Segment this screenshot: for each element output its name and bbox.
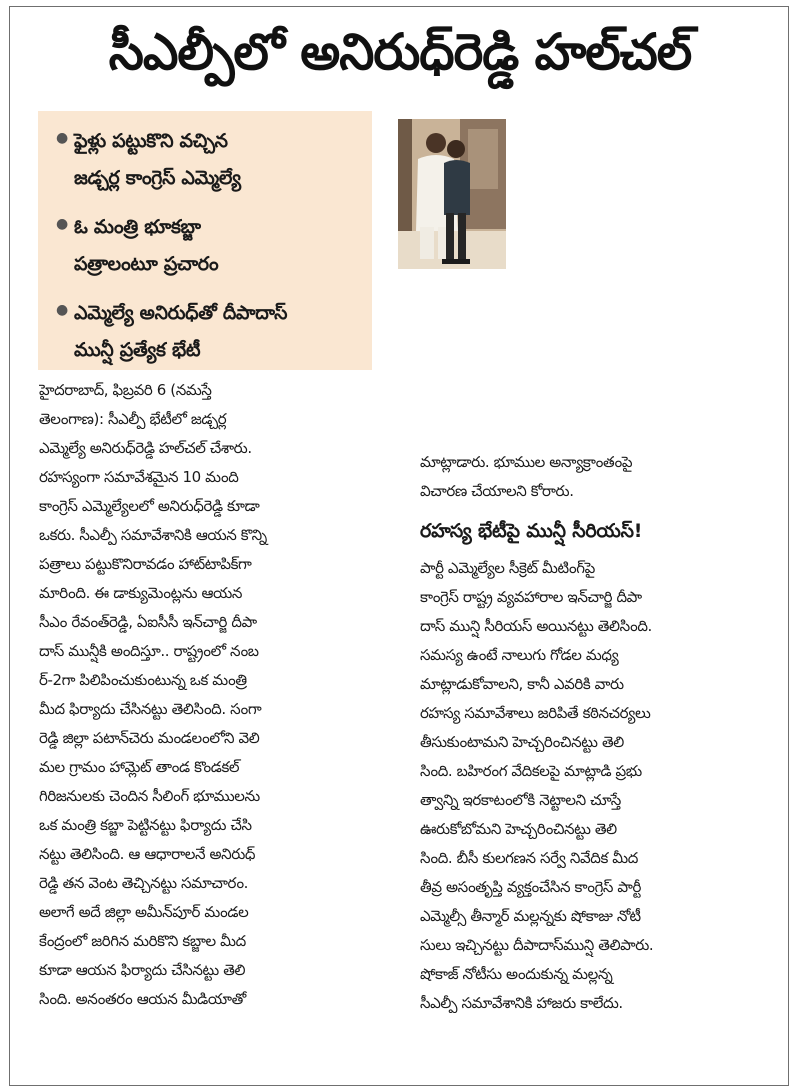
body-line: కేంద్రంలో జరిగిన మరికొని కబ్జాల మీద — [39, 932, 246, 950]
body-line: రహస్య సమావేశాలు జరిపితే కఠినచర్యలు — [420, 704, 651, 722]
body-line: కాంగ్రెస్‌ ఎమ్మెల్యేలలో అనిరుధ్‌రెడ్డి కూడా — [39, 497, 260, 515]
body-line: షోకాజ్‌ నోటీసు అందుకున్న మల్లన్న — [420, 965, 613, 983]
body-line: అలాగే అదే జిల్లా అమీన్‌పూర్‌ మండల — [39, 903, 249, 921]
body-line: ఎమ్మెల్యే అనిరుధ్‌రెడ్డి హల్‌చల్‌ చేశారు. — [39, 439, 252, 457]
body-line: మాట్లాడారు. భూముల అన్యాక్రాంతంపై — [420, 453, 633, 471]
body-line: ఊరుకోబోమని హెచ్చరించినట్టు తెలి — [420, 820, 617, 838]
highlight-item — [56, 123, 366, 197]
body-line: సీఎల్పీ సమావేశానికి హాజరు కాలేదు. — [420, 994, 623, 1012]
body-line: సీఎం రేవంత్‌రెడ్డి, ఏఐసీసీ ఇన్‌చార్జి దీపా — [39, 613, 257, 631]
body-line: తీసుకుంటామని హెచ్చరించినట్టు తెలి — [420, 733, 624, 751]
news-photo — [398, 119, 506, 269]
body-line: విచారణ చేయాలని కోరారు. — [420, 482, 574, 500]
highlight-line: ఫైళ్లు పట్టుకొని వచ్చిన — [74, 130, 228, 152]
body-line: ఒక మంత్రి కబ్జా పెట్టినట్టు ఫిర్యాదు చేసి — [39, 816, 252, 834]
body-line: మల గ్రామం హామ్లెట్‌ తాండ కొండకల్‌ — [39, 758, 240, 776]
bullet-icon: ● — [56, 216, 69, 232]
highlights-box — [38, 111, 372, 370]
subheading: రహస్య భేటీపై మున్షీ సీరియస్‌! — [420, 520, 643, 542]
body-line: సమస్య ఉంటే నాలుగు గోడల మధ్య — [420, 646, 619, 664]
body-line: సింది. అనంతరం ఆయన మీడియాతో — [39, 990, 246, 1008]
bullet-icon: ● — [56, 302, 69, 318]
body-line: పత్రాలు పట్టుకొనిరావడం హాట్‌టాపిక్‌గా — [39, 555, 252, 573]
highlight-line: ఎమ్మెల్యే అనిరుధ్‌తో దీపాదాస్‌ — [74, 302, 288, 324]
highlight-item — [56, 295, 366, 369]
body-line: రెడ్డి జిల్లా పటాన్‌చెరు మండలంలోని వెలి — [39, 729, 260, 747]
body-line: మారింది. ఈ డాక్యుమెంట్లను ఆయన — [39, 584, 243, 602]
body-line: కాంగ్రెస్‌ రాష్ట్ర వ్యవహారాల ఇన్‌చార్జి దీపా — [420, 588, 642, 606]
highlight-line: జడ్చర్ల కాంగ్రెస్‌ ఎమ్మెల్యే — [74, 167, 241, 189]
body-line: రహస్యంగా సమావేశమైన 10 మంది — [39, 468, 239, 486]
bullet-icon: ● — [56, 130, 69, 146]
headline: సీఎల్పీలో అనిరుధ్‌రెడ్డి హల్‌చల్‌ — [108, 23, 692, 81]
body-line: సులు ఇచ్చినట్టు దీపాదాస్‌మున్షి తెలిపారు. — [420, 936, 654, 954]
body-line: పార్టీ ఎమ్మెల్యేల సీక్రెట్‌ మీటింగ్‌పై — [420, 559, 595, 577]
highlight-line: మున్షీ ప్రత్యేక భేటీ — [74, 339, 201, 361]
body-line: సింది. బీసీ కులగణన సర్వే నివేదిక మీద — [420, 849, 638, 867]
body-line: రెడ్డి తన వెంట తెచ్చినట్టు సమాచారం. — [39, 874, 249, 892]
body-line: నట్టు తెలిసింది. ఆ ఆధారాలనే అనిరుధ్‌ — [39, 845, 256, 863]
body-line: ఎమ్మెల్సీ తీన్మార్‌ మల్లన్నకు షోకాజు నోటీ — [420, 907, 641, 925]
body-line: ఒకరు. సీఎల్పీ సమావేశానికి ఆయన కొన్ని — [39, 526, 267, 544]
left-column — [39, 376, 379, 1014]
body-line: తీవ్ర అసంతృప్తి వ్యక్తంచేసిన కాంగ్రెస్‌ పార్టీ — [420, 878, 641, 896]
highlight-item — [56, 209, 366, 283]
body-line: సింది. బహిరంగ వేదికలపై మాట్లాడి ప్రభు — [420, 762, 642, 780]
highlight-line: పత్రాలంటూ ప్రచారం — [74, 253, 219, 275]
body-line: హైదరాబాద్‌, ఫిబ్రవరి 6 (నమస్తే — [39, 381, 212, 399]
body-line: గిరిజనులకు చెందిన సీలింగ్‌ భూములను — [39, 787, 260, 805]
body-line: తెలంగాణ): సీఎల్పీ భేటీలో జడ్చర్ల — [39, 410, 227, 428]
body-line: కూడా ఆయన ఫిర్యాదు చేసినట్టు తెలి — [39, 961, 246, 979]
right-column — [420, 448, 765, 1018]
body-line: మాట్లాడుకోవాలని, కానీ ఎవరికి వారు — [420, 675, 624, 693]
body-line: దాస్‌ మున్షి సీరియస్‌ అయినట్టు తెలిసింది. — [420, 617, 652, 635]
body-line: త్వాన్ని ఇరకాటంలోకి నెట్టాలని చూస్తే — [420, 791, 621, 809]
highlight-line: ఓ మంత్రి భూకబ్జా — [74, 216, 201, 238]
body-line: ర్‌-2గా పిలిపించుకుంటున్న ఒక మంత్రి — [39, 671, 247, 689]
article-clipping — [9, 6, 789, 1086]
body-line: దాస్‌ మున్షీకి అందిస్తూ.. రాష్ట్రంలో నంబ — [39, 642, 259, 660]
body-line: మీద ఫిర్యాదు చేసినట్టు తెలిసింది. సంగా — [39, 700, 262, 718]
